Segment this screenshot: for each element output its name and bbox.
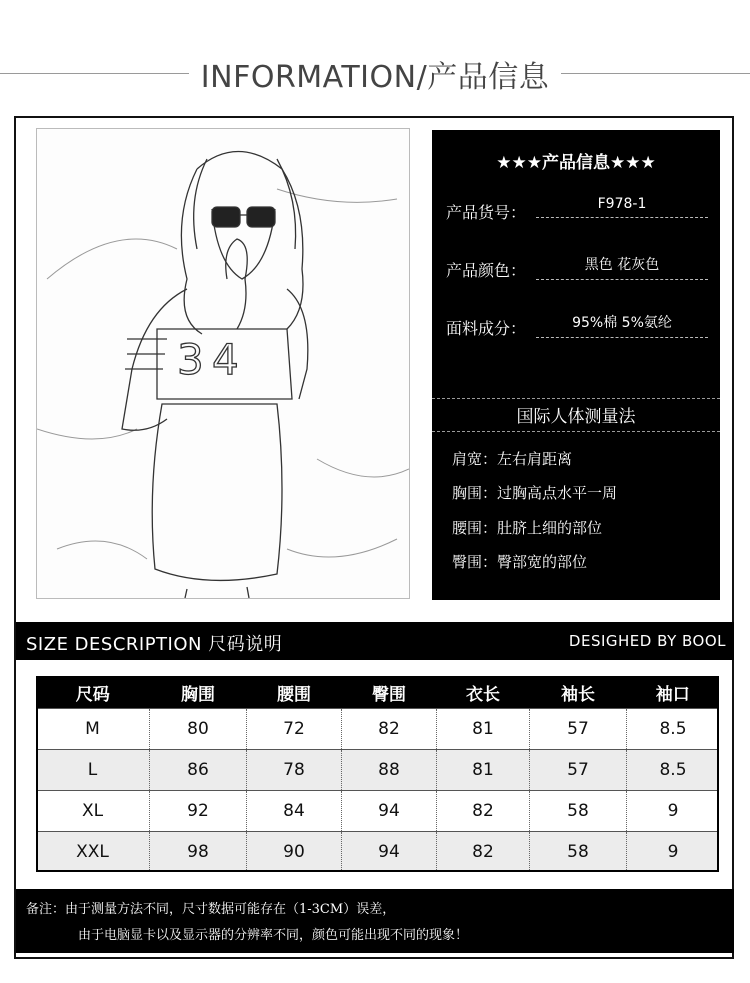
svg-text:4: 4 [212,335,239,384]
table-row [36,750,719,791]
table-cell: 78 [247,750,342,791]
table-cell: 58 [530,832,627,873]
info-value: 黑色 花灰色 [536,254,708,280]
column-header: 袖长 [530,676,627,709]
measure-label: 腰围： [452,519,498,537]
measure-label: 肩宽： [452,450,498,468]
table-cell: 94 [342,832,437,873]
size-description-bar [16,622,734,660]
divider [432,398,720,399]
table-cell: 92 [150,791,247,832]
column-header: 尺码 [36,676,150,709]
column-header: 臀围 [342,676,437,709]
designer-credit: DESIGHED BY BOOL [568,632,726,650]
table-cell: 58 [530,791,627,832]
info-value: F978-1 [536,196,708,218]
svg-text:3: 3 [177,335,204,384]
info-row-item-number [446,196,708,226]
note-line-1: 备注：由于测量方法不同，尺寸数据可能存在（1-3CM）误差， [26,902,396,917]
measure-waist [452,517,602,538]
note-bar [16,889,734,953]
info-label: 产品货号： [446,203,527,222]
note-line-2: 由于电脑显卡以及显示器的分辨率不同，颜色可能出现不同的现象！ [78,928,469,943]
table-header-row [36,676,719,709]
product-info-panel [432,130,720,600]
product-sketch-image [36,128,410,599]
table-cell: 82 [437,832,530,873]
table-cell: 9 [627,791,720,832]
column-header: 衣长 [437,676,530,709]
measure-desc: 左右肩距离 [497,450,573,468]
info-row-color [446,254,708,284]
page-title: INFORMATION/产品信息 [0,52,750,96]
table-cell: 8.5 [627,750,720,791]
table-cell: 72 [247,709,342,750]
info-label: 产品颜色： [446,261,527,280]
table-cell: XL [36,791,150,832]
info-row-fabric [446,312,708,342]
table-cell: 8.5 [627,709,720,750]
table-cell: L [36,750,150,791]
table-cell: M [36,709,150,750]
column-header: 袖口 [627,676,720,709]
size-description-title: SIZE DESCRIPTION 尺码说明 [26,634,283,655]
measure-hip [452,551,587,572]
table-row [36,709,719,750]
table-cell: 86 [150,750,247,791]
table-cell: 94 [342,791,437,832]
column-header: 腰围 [247,676,342,709]
measure-label: 臀围： [452,553,498,571]
table-cell: 88 [342,750,437,791]
table-cell: 98 [150,832,247,873]
table-cell: 57 [530,709,627,750]
measure-title: 国际人体测量法 [516,407,636,427]
column-header: 胸围 [150,676,247,709]
table-cell: 82 [437,791,530,832]
table-cell: 81 [437,709,530,750]
size-table [36,676,719,872]
info-label: 面料成分： [446,319,527,338]
table-cell: 80 [150,709,247,750]
measure-shoulder [452,448,572,469]
divider [432,431,720,432]
measure-desc: 肚脐上细的部位 [497,519,603,537]
measure-chest [452,482,617,503]
table-row [36,832,719,873]
table-cell: 90 [247,832,342,873]
measure-label: 胸围： [452,484,498,502]
info-panel-title: ★★★产品信息★★★ [496,153,656,173]
measure-desc: 臀部宽的部位 [497,553,588,571]
table-row [36,791,719,832]
table-cell: 82 [342,709,437,750]
table-cell: 81 [437,750,530,791]
table-cell: 57 [530,750,627,791]
measure-desc: 过胸高点水平一周 [497,484,618,502]
table-cell: 84 [247,791,342,832]
info-value: 95%棉 5%氨纶 [536,312,708,338]
table-cell: XXL [36,832,150,873]
table-cell: 9 [627,832,720,873]
